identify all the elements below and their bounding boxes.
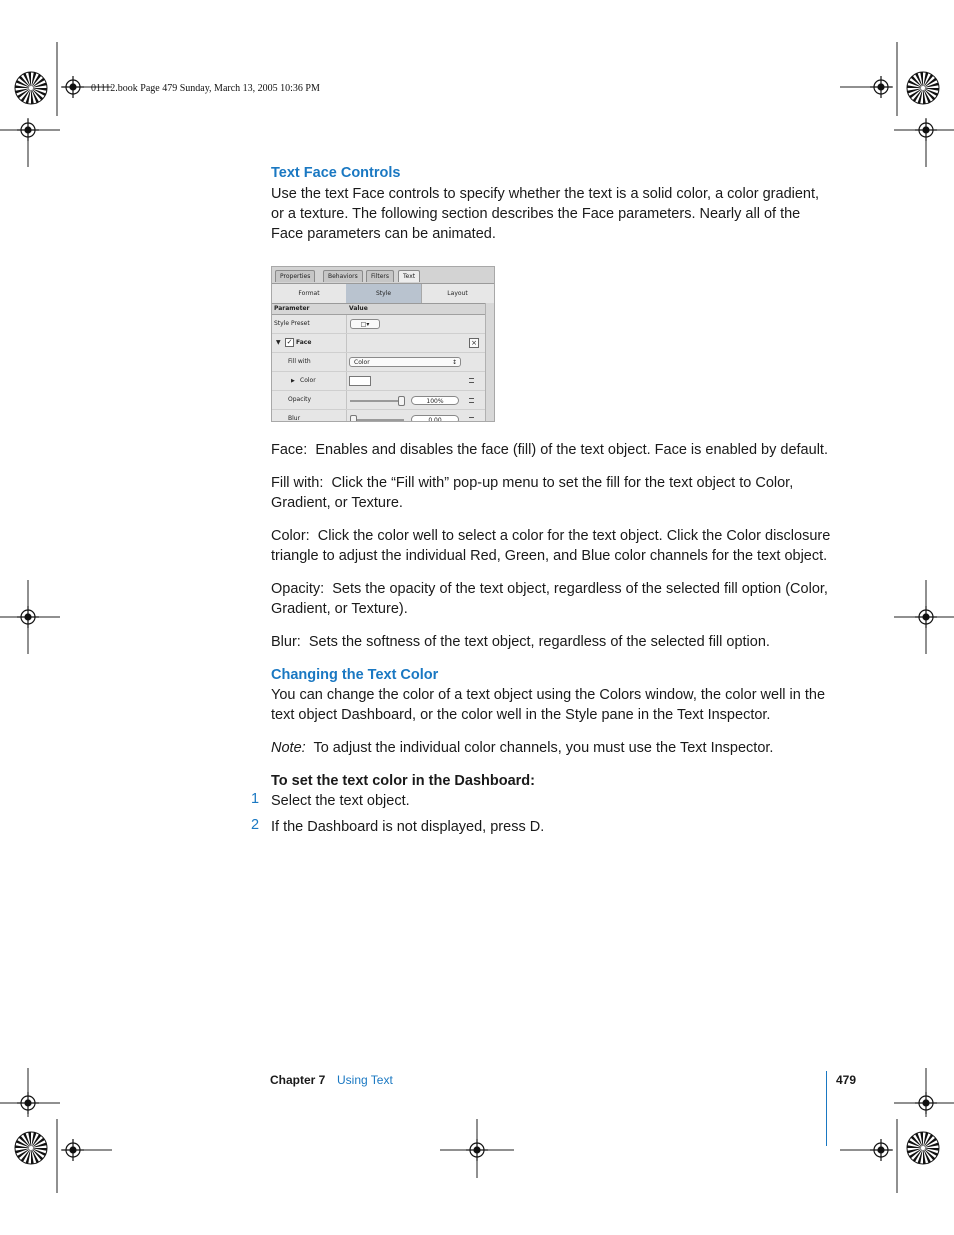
subtab-layout[interactable]: Layout	[447, 290, 468, 297]
definition-text: Sets the opacity of the text object, regardless of the selected fill option (Color, Gradient, or Texture).	[271, 581, 828, 617]
tab-behaviors[interactable]: Behaviors	[323, 270, 363, 282]
tab-filters[interactable]: Filters	[366, 270, 394, 282]
row-fill-with	[272, 353, 494, 372]
definition-face	[271, 440, 831, 460]
row-blur	[272, 410, 494, 422]
face-label: Face	[296, 339, 312, 346]
key-label: D	[529, 819, 541, 835]
blur-field[interactable]	[411, 415, 459, 422]
definition-text: Click the “Fill with” pop-up menu to set the fill for the text object to Color, Gradient, or Texture.	[271, 475, 794, 511]
subtab-style[interactable]: Style	[346, 284, 422, 303]
step-text: If the Dashboard is not displayed, press	[271, 819, 530, 835]
term: Opacity:	[271, 581, 325, 597]
style-preset-popup[interactable]: □▾	[350, 319, 380, 329]
keyframe-icon[interactable]	[469, 417, 474, 422]
definition-text: Enables and disables the face (fill) of the text object. Face is enabled by default.	[315, 442, 828, 458]
term: Fill with:	[271, 475, 324, 491]
parameter-header	[272, 304, 494, 315]
opacity-field[interactable]	[411, 396, 459, 405]
step-2	[271, 817, 831, 837]
face-disclosure-icon[interactable]: ▼	[276, 339, 281, 346]
section-body: Use the text Face controls to specify whether the text is a solid color, a color gradient, or a texture. The following section describes the Face parameters. Nearly all of the Face parameters can be animated.	[271, 186, 820, 242]
step-number: 1	[251, 791, 260, 807]
inspector-scrollbar[interactable]	[485, 303, 494, 421]
fill-with-popup[interactable]	[349, 357, 461, 367]
section-heading: Changing the Text Color	[271, 667, 439, 683]
subtab-format[interactable]: Format	[272, 284, 347, 303]
procedure-title: To set the text color in the Dashboard:	[271, 773, 535, 789]
definition-text: Sets the softness of the text object, regardless of the selected fill option.	[308, 634, 770, 650]
step-text-end: .	[540, 819, 545, 835]
tab-text[interactable]: Text	[398, 270, 420, 282]
definitions	[271, 440, 831, 652]
definition-opacity	[271, 579, 831, 619]
col-parameter: Parameter	[274, 305, 310, 312]
opacity-slider-thumb[interactable]	[398, 396, 405, 406]
blur-slider[interactable]	[350, 419, 404, 421]
note-text: To adjust the individual color channels, you must use the Text Inspector.	[313, 740, 774, 756]
keyframe-icon[interactable]	[469, 378, 474, 383]
col-value: Value	[349, 305, 368, 312]
page-number: 479	[836, 1073, 857, 1087]
keyframe-icon[interactable]	[469, 398, 474, 403]
color-disclosure-icon[interactable]: ▶	[291, 378, 295, 384]
tab-properties[interactable]: Properties	[275, 270, 315, 282]
footer-chapter-title: Using Text	[337, 1073, 393, 1087]
row-opacity	[272, 391, 494, 410]
text-inspector-screenshot	[271, 266, 495, 422]
note	[271, 738, 831, 758]
section-text-face-controls	[271, 163, 831, 244]
blur-value: 0.00	[428, 417, 442, 422]
definition-color	[271, 526, 831, 566]
term: Blur:	[271, 634, 301, 650]
footer-chapter-label: Chapter 7	[270, 1073, 326, 1087]
step-1-text: Select the text object.	[271, 793, 410, 809]
definition-blur	[271, 632, 831, 652]
definition-text: Click the color well to select a color for the text object. Click the Color disclosure triangle to adjust the individual Red, Green, and Blue color channels for the text object.	[271, 528, 831, 564]
face-checkbox[interactable]: ✓	[286, 338, 293, 346]
color-label: Color	[300, 377, 316, 384]
inspector-tabs	[272, 267, 494, 284]
note-label: Note:	[271, 740, 306, 756]
row-style-preset	[272, 315, 494, 334]
term: Color:	[271, 528, 310, 544]
popup-arrows-icon: ↕	[451, 359, 457, 366]
blur-label: Blur	[288, 415, 301, 422]
fill-with-value: Color	[354, 359, 370, 366]
section-body: You can change the color of a text object using the Colors window, the color well in the text object Dashboard, or the color well in the Style pane in the Text Inspector.	[271, 687, 826, 723]
inspector-subtabs	[272, 284, 494, 304]
term: Face:	[271, 442, 308, 458]
row-face	[272, 334, 494, 353]
face-reset-icon[interactable]: ×	[469, 338, 479, 348]
opacity-label: Opacity	[288, 396, 312, 403]
color-well[interactable]	[349, 376, 371, 386]
definition-fill-with	[271, 473, 831, 513]
blur-slider-thumb[interactable]	[350, 415, 357, 422]
print-header: 01112.book Page 479 Sunday, March 13, 2005 10:36 PM	[91, 83, 320, 94]
fill-with-label: Fill with	[288, 358, 311, 365]
section-heading: Text Face Controls	[271, 165, 401, 181]
footer-divider	[826, 1071, 827, 1146]
style-preset-label: Style Preset	[274, 320, 310, 327]
row-color	[272, 372, 494, 391]
section-changing-text-color	[271, 665, 831, 791]
opacity-slider[interactable]	[350, 400, 404, 402]
opacity-value: 100%	[426, 398, 444, 405]
step-number: 2	[251, 817, 260, 833]
